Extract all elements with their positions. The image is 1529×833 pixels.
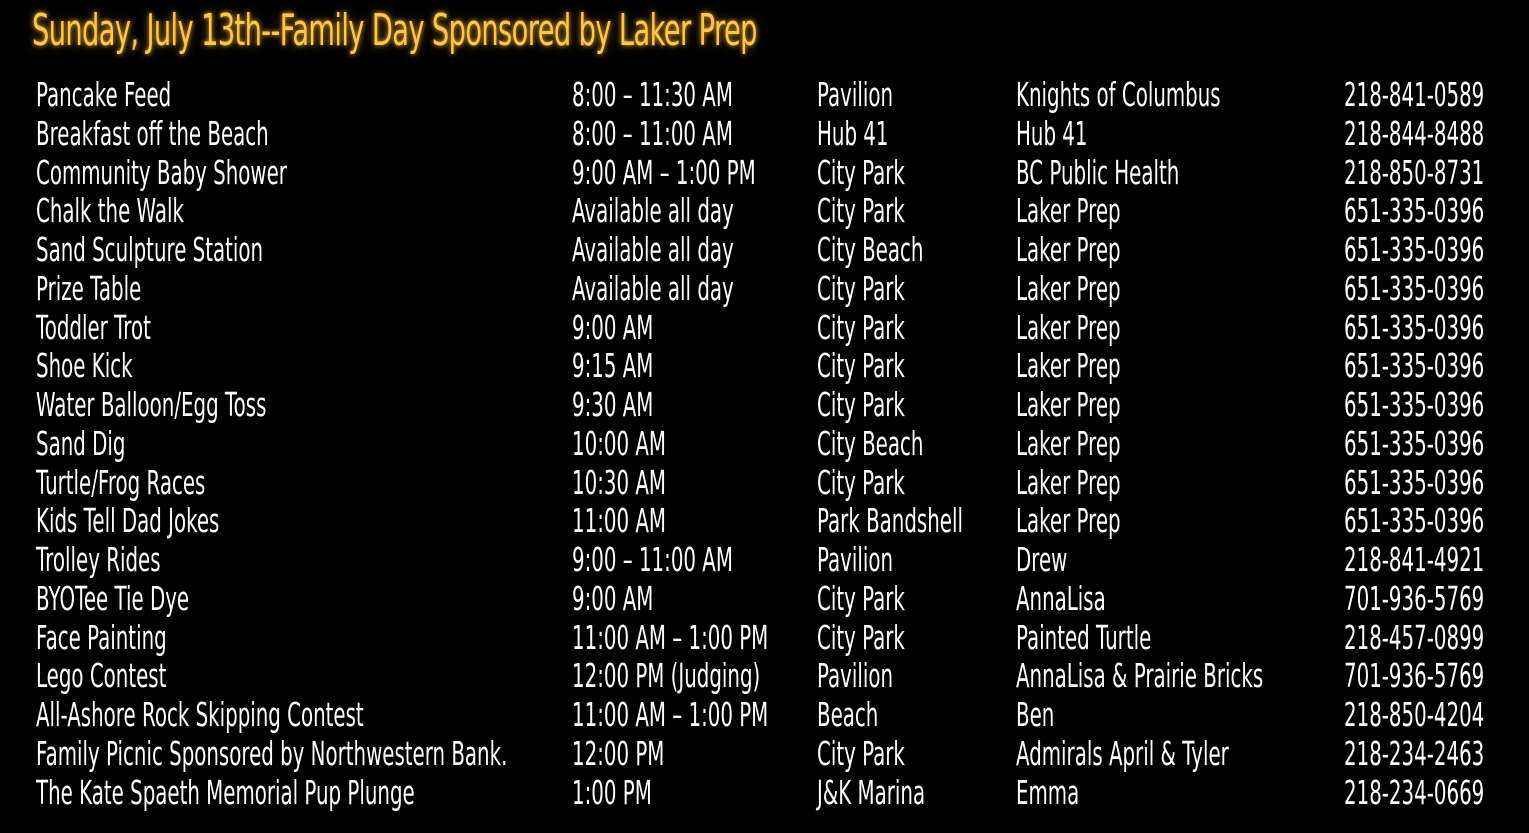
event-name: Kids Tell Dad Jokes xyxy=(36,501,220,541)
schedule-row xyxy=(0,347,1529,386)
event-time: Available all day xyxy=(572,268,734,308)
event-location: City Park xyxy=(817,385,905,424)
event-name: Prize Table xyxy=(36,268,142,308)
event-host: Laker Prep xyxy=(1016,268,1121,308)
event-location: Pavilion xyxy=(817,75,894,114)
schedule-row xyxy=(0,425,1529,464)
event-host: AnnaLisa xyxy=(1016,578,1106,618)
event-name: Sand Sculpture Station xyxy=(36,230,264,269)
event-time: 10:30 AM xyxy=(572,462,666,502)
event-host: Laker Prep xyxy=(1016,346,1121,386)
event-name: Community Baby Shower xyxy=(36,152,287,192)
event-name: Turtle/Frog Races xyxy=(36,462,206,502)
event-location: City Beach xyxy=(817,423,924,463)
schedule-row xyxy=(0,76,1529,115)
event-time: 11:00 AM – 1:00 PM xyxy=(572,695,769,734)
event-location: Beach xyxy=(817,695,879,734)
event-name: Lego Contest xyxy=(36,656,167,696)
event-location: City Park xyxy=(817,462,905,502)
event-host: Drew xyxy=(1016,540,1068,579)
event-phone: 651-335-0396 xyxy=(1344,423,1485,463)
event-location: City Beach xyxy=(817,230,924,269)
event-host: Laker Prep xyxy=(1016,462,1121,502)
schedule-row xyxy=(0,231,1529,270)
event-time: 9:00 AM xyxy=(572,307,654,347)
event-location: Pavilion xyxy=(817,540,894,579)
event-name: Toddler Trot xyxy=(36,307,151,347)
event-phone: 218-234-2463 xyxy=(1344,733,1485,773)
event-location: City Park xyxy=(817,733,905,773)
schedule-row xyxy=(0,735,1529,774)
event-location: City Park xyxy=(817,191,905,231)
schedule-row xyxy=(0,541,1529,580)
event-host: AnnaLisa & Prairie Bricks xyxy=(1016,656,1264,696)
event-time: 9:00 – 11:00 AM xyxy=(572,540,733,579)
schedule-row xyxy=(0,580,1529,619)
event-time: 9:00 AM xyxy=(572,578,654,618)
event-time: Available all day xyxy=(572,230,734,269)
event-time: 1:00 PM xyxy=(572,772,652,812)
event-name: Face Painting xyxy=(36,617,167,657)
event-host: Laker Prep xyxy=(1016,230,1121,269)
event-schedule xyxy=(0,76,1529,812)
event-host: Hub 41 xyxy=(1016,113,1088,153)
event-host: Laker Prep xyxy=(1016,307,1121,347)
schedule-row xyxy=(0,309,1529,348)
event-location: City Park xyxy=(817,152,905,192)
event-name: Breakfast off the Beach xyxy=(36,113,269,153)
event-host: BC Public Health xyxy=(1016,152,1180,192)
event-name: Family Picnic Sponsored by Northwestern Bank. xyxy=(36,733,508,773)
event-name: All-Ashore Rock Skipping Contest xyxy=(36,695,364,734)
event-location: City Park xyxy=(817,268,905,308)
event-location: J&K Marina xyxy=(817,772,926,812)
event-phone: 701-936-5769 xyxy=(1344,656,1485,696)
event-phone: 651-335-0396 xyxy=(1344,385,1485,424)
event-time: 11:00 AM xyxy=(572,501,666,541)
event-location: City Park xyxy=(817,346,905,386)
event-name: Sand Dig xyxy=(36,423,126,463)
schedule-row xyxy=(0,657,1529,696)
event-phone: 651-335-0396 xyxy=(1344,501,1485,541)
event-name: The Kate Spaeth Memorial Pup Plunge xyxy=(36,772,415,812)
schedule-row xyxy=(0,774,1529,813)
event-time: 8:00 – 11:00 AM xyxy=(572,113,733,153)
event-host: Knights of Columbus xyxy=(1016,75,1221,114)
event-name: Water Balloon/Egg Toss xyxy=(36,385,267,424)
event-time: 11:00 AM – 1:00 PM xyxy=(572,617,769,657)
event-host: Emma xyxy=(1016,772,1080,812)
event-location: Park Bandshell xyxy=(817,501,963,541)
event-name: Trolley Rides xyxy=(36,540,161,579)
schedule-row xyxy=(0,386,1529,425)
schedule-row xyxy=(0,464,1529,503)
event-name: BYOTee Tie Dye xyxy=(36,578,190,618)
event-host: Laker Prep xyxy=(1016,191,1121,231)
event-phone: 651-335-0396 xyxy=(1344,462,1485,502)
event-phone: 218-841-4921 xyxy=(1344,540,1485,579)
event-host: Laker Prep xyxy=(1016,501,1121,541)
event-time: 9:30 AM xyxy=(572,385,654,424)
event-phone: 218-457-0899 xyxy=(1344,617,1485,657)
event-name: Chalk the Walk xyxy=(36,191,184,231)
schedule-row xyxy=(0,192,1529,231)
event-host: Laker Prep xyxy=(1016,423,1121,463)
schedule-row xyxy=(0,270,1529,309)
page-title: Sunday, July 13th--Family Day Sponsored by Laker Prep xyxy=(32,5,757,56)
event-phone: 651-335-0396 xyxy=(1344,191,1485,231)
event-time: 10:00 AM xyxy=(572,423,666,463)
event-location: Hub 41 xyxy=(817,113,889,153)
schedule-row xyxy=(0,115,1529,154)
event-location: Pavilion xyxy=(817,656,894,696)
event-time: 9:15 AM xyxy=(572,346,654,386)
event-time: 8:00 – 11:30 AM xyxy=(572,75,733,114)
event-phone: 218-844-8488 xyxy=(1344,113,1485,153)
event-time: Available all day xyxy=(572,191,734,231)
event-phone: 701-936-5769 xyxy=(1344,578,1485,618)
schedule-row xyxy=(0,154,1529,193)
event-phone: 651-335-0396 xyxy=(1344,307,1485,347)
event-name: Pancake Feed xyxy=(36,75,172,114)
event-time: 12:00 PM (Judging) xyxy=(572,656,761,696)
event-time: 12:00 PM xyxy=(572,733,665,773)
event-phone: 651-335-0396 xyxy=(1344,268,1485,308)
schedule-row xyxy=(0,502,1529,541)
event-phone: 218-850-4204 xyxy=(1344,695,1485,734)
event-location: City Park xyxy=(817,617,905,657)
event-location: City Park xyxy=(817,307,905,347)
schedule-row xyxy=(0,696,1529,735)
event-location: City Park xyxy=(817,578,905,618)
event-name: Shoe Kick xyxy=(36,346,133,386)
event-host: Ben xyxy=(1016,695,1055,734)
event-phone: 651-335-0396 xyxy=(1344,230,1485,269)
event-phone: 218-841-0589 xyxy=(1344,75,1485,114)
event-phone: 218-850-8731 xyxy=(1344,152,1485,192)
event-phone: 218-234-0669 xyxy=(1344,772,1485,812)
event-phone: 651-335-0396 xyxy=(1344,346,1485,386)
schedule-row xyxy=(0,619,1529,658)
event-time: 9:00 AM – 1:00 PM xyxy=(572,152,756,192)
event-host: Admirals April & Tyler xyxy=(1016,733,1229,773)
event-host: Painted Turtle xyxy=(1016,617,1152,657)
event-host: Laker Prep xyxy=(1016,385,1121,424)
